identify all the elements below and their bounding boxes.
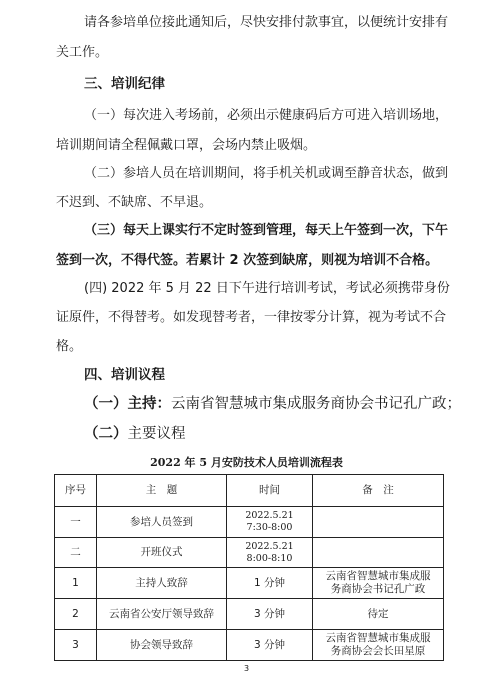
row-time — [227, 538, 313, 568]
table-row — [55, 507, 444, 538]
host-line — [84, 394, 461, 414]
table-title: 2022 年 5 月安防技术人员培训流程表 — [150, 456, 343, 469]
row-topic: 协会领导致辞 — [97, 630, 227, 661]
header-note: 备 注 — [313, 475, 444, 507]
row-note — [313, 538, 444, 568]
row-time: 3 分钟 — [227, 630, 313, 661]
intro-line-1: 请各参培单位接此通知后，尽快安排付款事宜，以便统计安排有 — [84, 15, 449, 30]
row-no: 二 — [55, 538, 97, 568]
header-no: 序号 — [55, 475, 97, 507]
row-time: 3 分钟 — [227, 599, 313, 630]
table-row — [55, 630, 444, 661]
intro-line-2: 关工作。 — [56, 45, 109, 60]
row-time — [227, 507, 313, 538]
row-topic: 主持人致辞 — [97, 568, 227, 599]
discipline-1-line-1: （一）每次进入考场前，必须出示健康码后方可进入培训场地， — [84, 108, 449, 123]
host-label: （一）主持： — [84, 396, 171, 412]
time-range: 8:00-8:10 — [246, 552, 293, 564]
row-time: 1 分钟 — [227, 568, 313, 599]
host-name: 云南省智慧城市集成服务商协会书记孔广政； — [171, 396, 461, 412]
note-line-2: 务商协会书记孔广政 — [330, 583, 426, 595]
row-note — [313, 568, 444, 599]
row-topic: 参培人员签到 — [97, 507, 227, 538]
row-no: 3 — [55, 630, 97, 661]
discipline-4-line-3: 格。 — [56, 339, 83, 354]
table-row — [55, 599, 444, 630]
row-note — [313, 507, 444, 538]
row-no: 2 — [55, 599, 97, 630]
agenda-label: （二） — [84, 426, 128, 442]
time-range: 7:30-8:00 — [246, 522, 293, 533]
agenda-table — [54, 474, 444, 661]
discipline-4-line-2: 证原件，不得替考。如发现替考者，一律按零分计算，视为考试不合 — [56, 310, 447, 325]
row-note — [313, 630, 444, 661]
row-topic: 云南省公安厅领导致辞 — [97, 599, 227, 630]
discipline-4-line-1: (四) 2022 年 5 月 22 日下午进行培训考试，考试必须携带身份 — [84, 281, 450, 296]
row-note: 待定 — [313, 599, 444, 630]
discipline-1-line-2: 培训期间请全程佩戴口罩，会场内禁止吸烟。 — [56, 138, 317, 153]
section-3-title: 三、培训纪律 — [84, 76, 165, 92]
discipline-3-line-2: 签到一次，不得代签。若累计 2 次签到缺席，则视为培训不合格。 — [56, 253, 439, 268]
discipline-2-line-2: 不迟到、不缺席、不早退。 — [56, 195, 213, 210]
row-no: 1 — [55, 568, 97, 599]
discipline-2-line-1: （二）参培人员在培训期间，将手机关机或调至静音状态，做到 — [84, 166, 449, 181]
header-time: 时间 — [227, 475, 313, 507]
header-topic: 主 题 — [97, 475, 227, 507]
table-row — [55, 538, 444, 568]
note-line-1: 云南省智慧城市集成服 — [325, 570, 431, 582]
section-4-title: 四、培训议程 — [84, 367, 165, 383]
page-number: 3 — [243, 664, 250, 673]
time-date: 2022.5.21 — [245, 540, 294, 552]
row-no: 一 — [55, 507, 97, 538]
row-topic: 开班仪式 — [97, 538, 227, 568]
agenda-text: 主要议程 — [127, 426, 186, 442]
table-row — [55, 568, 444, 599]
table-header-row — [55, 475, 444, 507]
note-line-2: 务商协会会长田星原 — [330, 645, 426, 657]
discipline-3-line-1: （三）每天上课实行不定时签到管理，每天上午签到一次，下午 — [84, 223, 449, 238]
time-date: 2022.5.21 — [245, 510, 294, 521]
note-line-1: 云南省智慧城市集成服 — [325, 632, 431, 644]
agenda-line — [84, 424, 186, 444]
